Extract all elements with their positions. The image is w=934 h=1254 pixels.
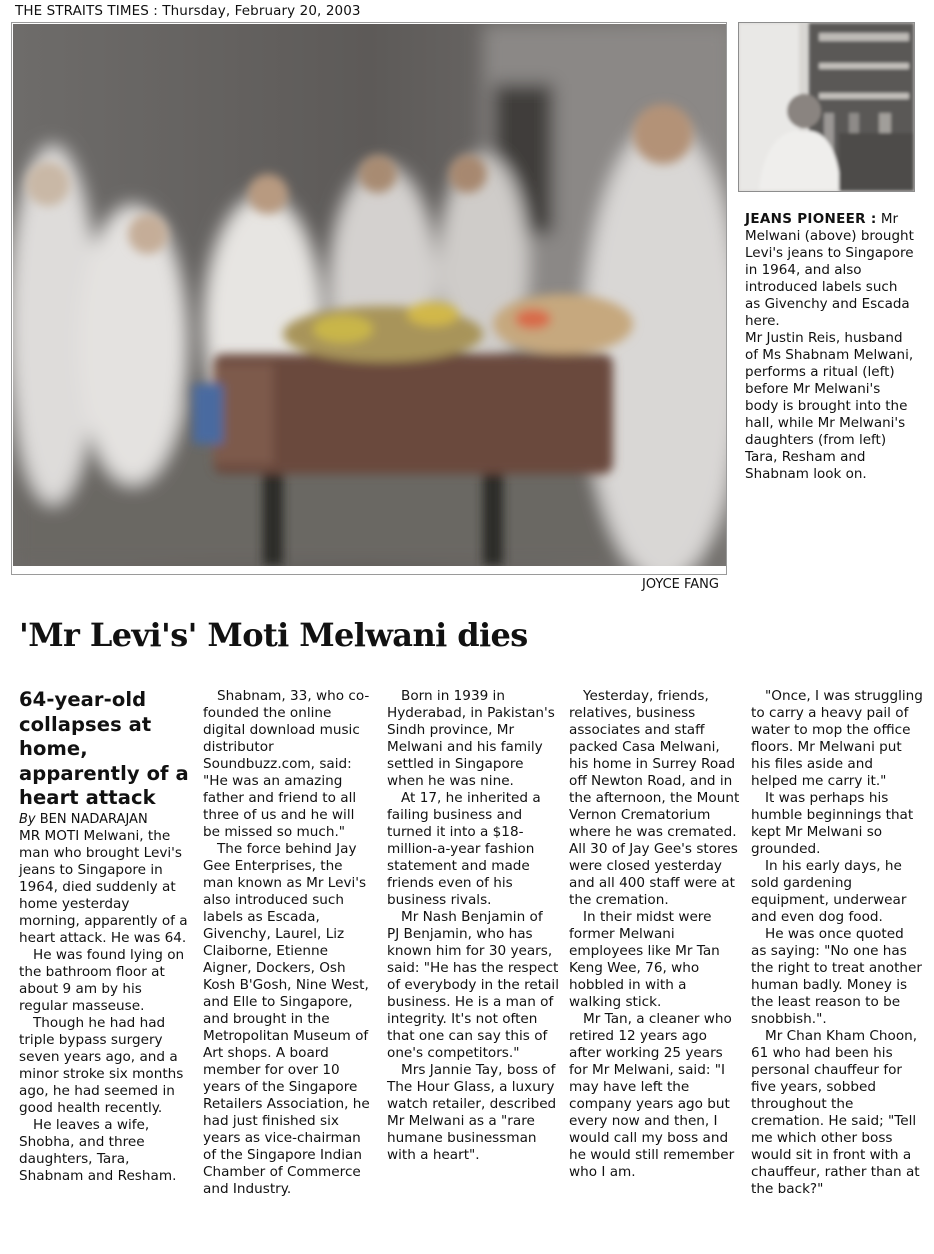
body-paragraph: The force behind Jay Gee Enterprises, the man known as Mr Levi's also introduced such labels as Escada, Givenchy, Laurel, Liz Claiborne, Etienne Aigner, Dockers, Osh Kosh B'Gosh, Nine West, and Elle to Singapore, and brought in the Metropolitan Museum of Art shops. A board member for over 10 years of the Singapore Retailers Association, he had just finished six years as vice-chairman of the Singapore Indian Chamber of Commerce and Industry. [203, 841, 370, 1197]
byline-author: BEN NADARAJAN [39, 811, 148, 827]
article-column-1 [19, 688, 191, 1185]
article-headline: 'Mr Levi's' Moti Melwani dies [19, 616, 528, 654]
article-column-3 [387, 688, 559, 1164]
body-paragraph: Born in 1939 in Hyderabad, in Pakistan's Sindh province, Mr Melwani and his family settled in Singapore when he was nine. [387, 688, 555, 789]
body-paragraph: Shabnam, 33, who co-founded the online digital download music distributor Soundbuzz.com, said: "He was an amazing father and friend to all three of us and he will be missed so much." [203, 688, 370, 840]
byline-prefix: By [19, 811, 36, 827]
body-paragraph: In their midst were former Melwani employees like Mr Tan Keng Wee, 76, who hobbled in with a walking stick. [569, 909, 720, 1010]
body-paragraph: Though he had had triple bypass surgery seven years ago, and a minor stroke six months ago, he had seemed in good health recently. [19, 1014, 184, 1116]
body-paragraph: Mrs Jannie Tay, boss of The Hour Glass, a luxury watch retailer, described Mr Melwani as a "rare humane businessman with a heart". [387, 1062, 557, 1163]
body-paragraph: He leaves a wife, Shobha, and three daughters, Tara, Shabnam and Resham. [19, 1116, 177, 1184]
caption-text: Mr Melwani (above) brought Levi's jeans to Singapore in 1964, and also introduced labels such as Givenchy and Escada here. [745, 211, 914, 329]
body-paragraph: In his early days, he sold gardening equipment, underwear and even dog food. [751, 858, 907, 925]
body-paragraph: At 17, he inherited a failing business and turned it into a $18-million-a-year fashion statement and made friends even of his business rivals. [387, 790, 541, 908]
body-paragraph: Mr Tan, a cleaner who retired 12 years ago after working 25 years for Mr Melwani, said: "I may have left the company years ago but every now and then, I would call my boss and he would still remember who I am. [569, 1011, 735, 1180]
caption-paragraph-2: Mr Justin Reis, husband of Ms Shabnam Melwani, performs a ritual (left) before Mr Melwani's body is brought into the hall, while Mr Melwani's daughters (from left) Tara, Resham and Shabnam look on. [745, 330, 914, 482]
body-paragraph: Mr Chan Kham Choon, 61 who had been his personal chauffeur for five years, sobbed throughout the cremation. He said; "Tell me which other boss would sit in front with a chauffeur, rather than at the back?" [751, 1028, 920, 1197]
body-paragraph: Mr Nash Benjamin of PJ Benjamin, who has known him for 30 years, said: "He has the respect of everybody in the retail business. He is a man of integrity. It's not often that one can say this of one's competitors." [387, 909, 559, 1061]
body-paragraph: It was perhaps his humble beginnings that kept Mr Melwani so grounded. [751, 790, 914, 857]
body-paragraph: Yesterday, friends, relatives, business associates and staff packed Casa Melwani, his home in Surrey Road off Newton Road, and in the afternoon, the Mount Vernon Crematorium where he was cremated. All 30 of Jay Gee's stores were closed yesterday and all 400 staff were at the cremation. [569, 688, 740, 908]
byline [19, 811, 191, 828]
body-paragraph: He was once quoted as saying: "No one has the right to treat another human badly. Money is the least reason to be snobbish.". [751, 926, 922, 1027]
photo-caption [745, 211, 915, 483]
photo-credit: JOYCE FANG [642, 577, 719, 592]
inset-portrait-photo [738, 22, 915, 192]
article-column-2 [203, 688, 375, 1198]
body-paragraph: He was found lying on the bathroom floor at about 9 am by his regular masseuse. [19, 946, 185, 1014]
funeral-ritual-photo [13, 24, 726, 566]
caption-lead: JEANS PIONEER : [745, 211, 877, 227]
body-paragraph: MR MOTI Melwani, the man who brought Levi's jeans to Singapore in 1964, died suddenly at home yesterday morning, apparently of a heart attack. He was 64. [19, 827, 188, 946]
main-photo-frame [11, 22, 727, 575]
caption-paragraph [745, 211, 915, 330]
article-column-5 [751, 688, 923, 1198]
body-paragraph: "Once, I was struggling to carry a heavy pail of water to mop the office floors. Mr Melwani put his files aside and helped me carry it." [751, 688, 923, 789]
article-subheadline: 64-year-old collapses at home, apparently of a heart attack [19, 688, 189, 809]
masthead: THE STRAITS TIMES : Thursday, February 20, 2003 [15, 3, 361, 19]
article-column-4 [569, 688, 741, 1181]
